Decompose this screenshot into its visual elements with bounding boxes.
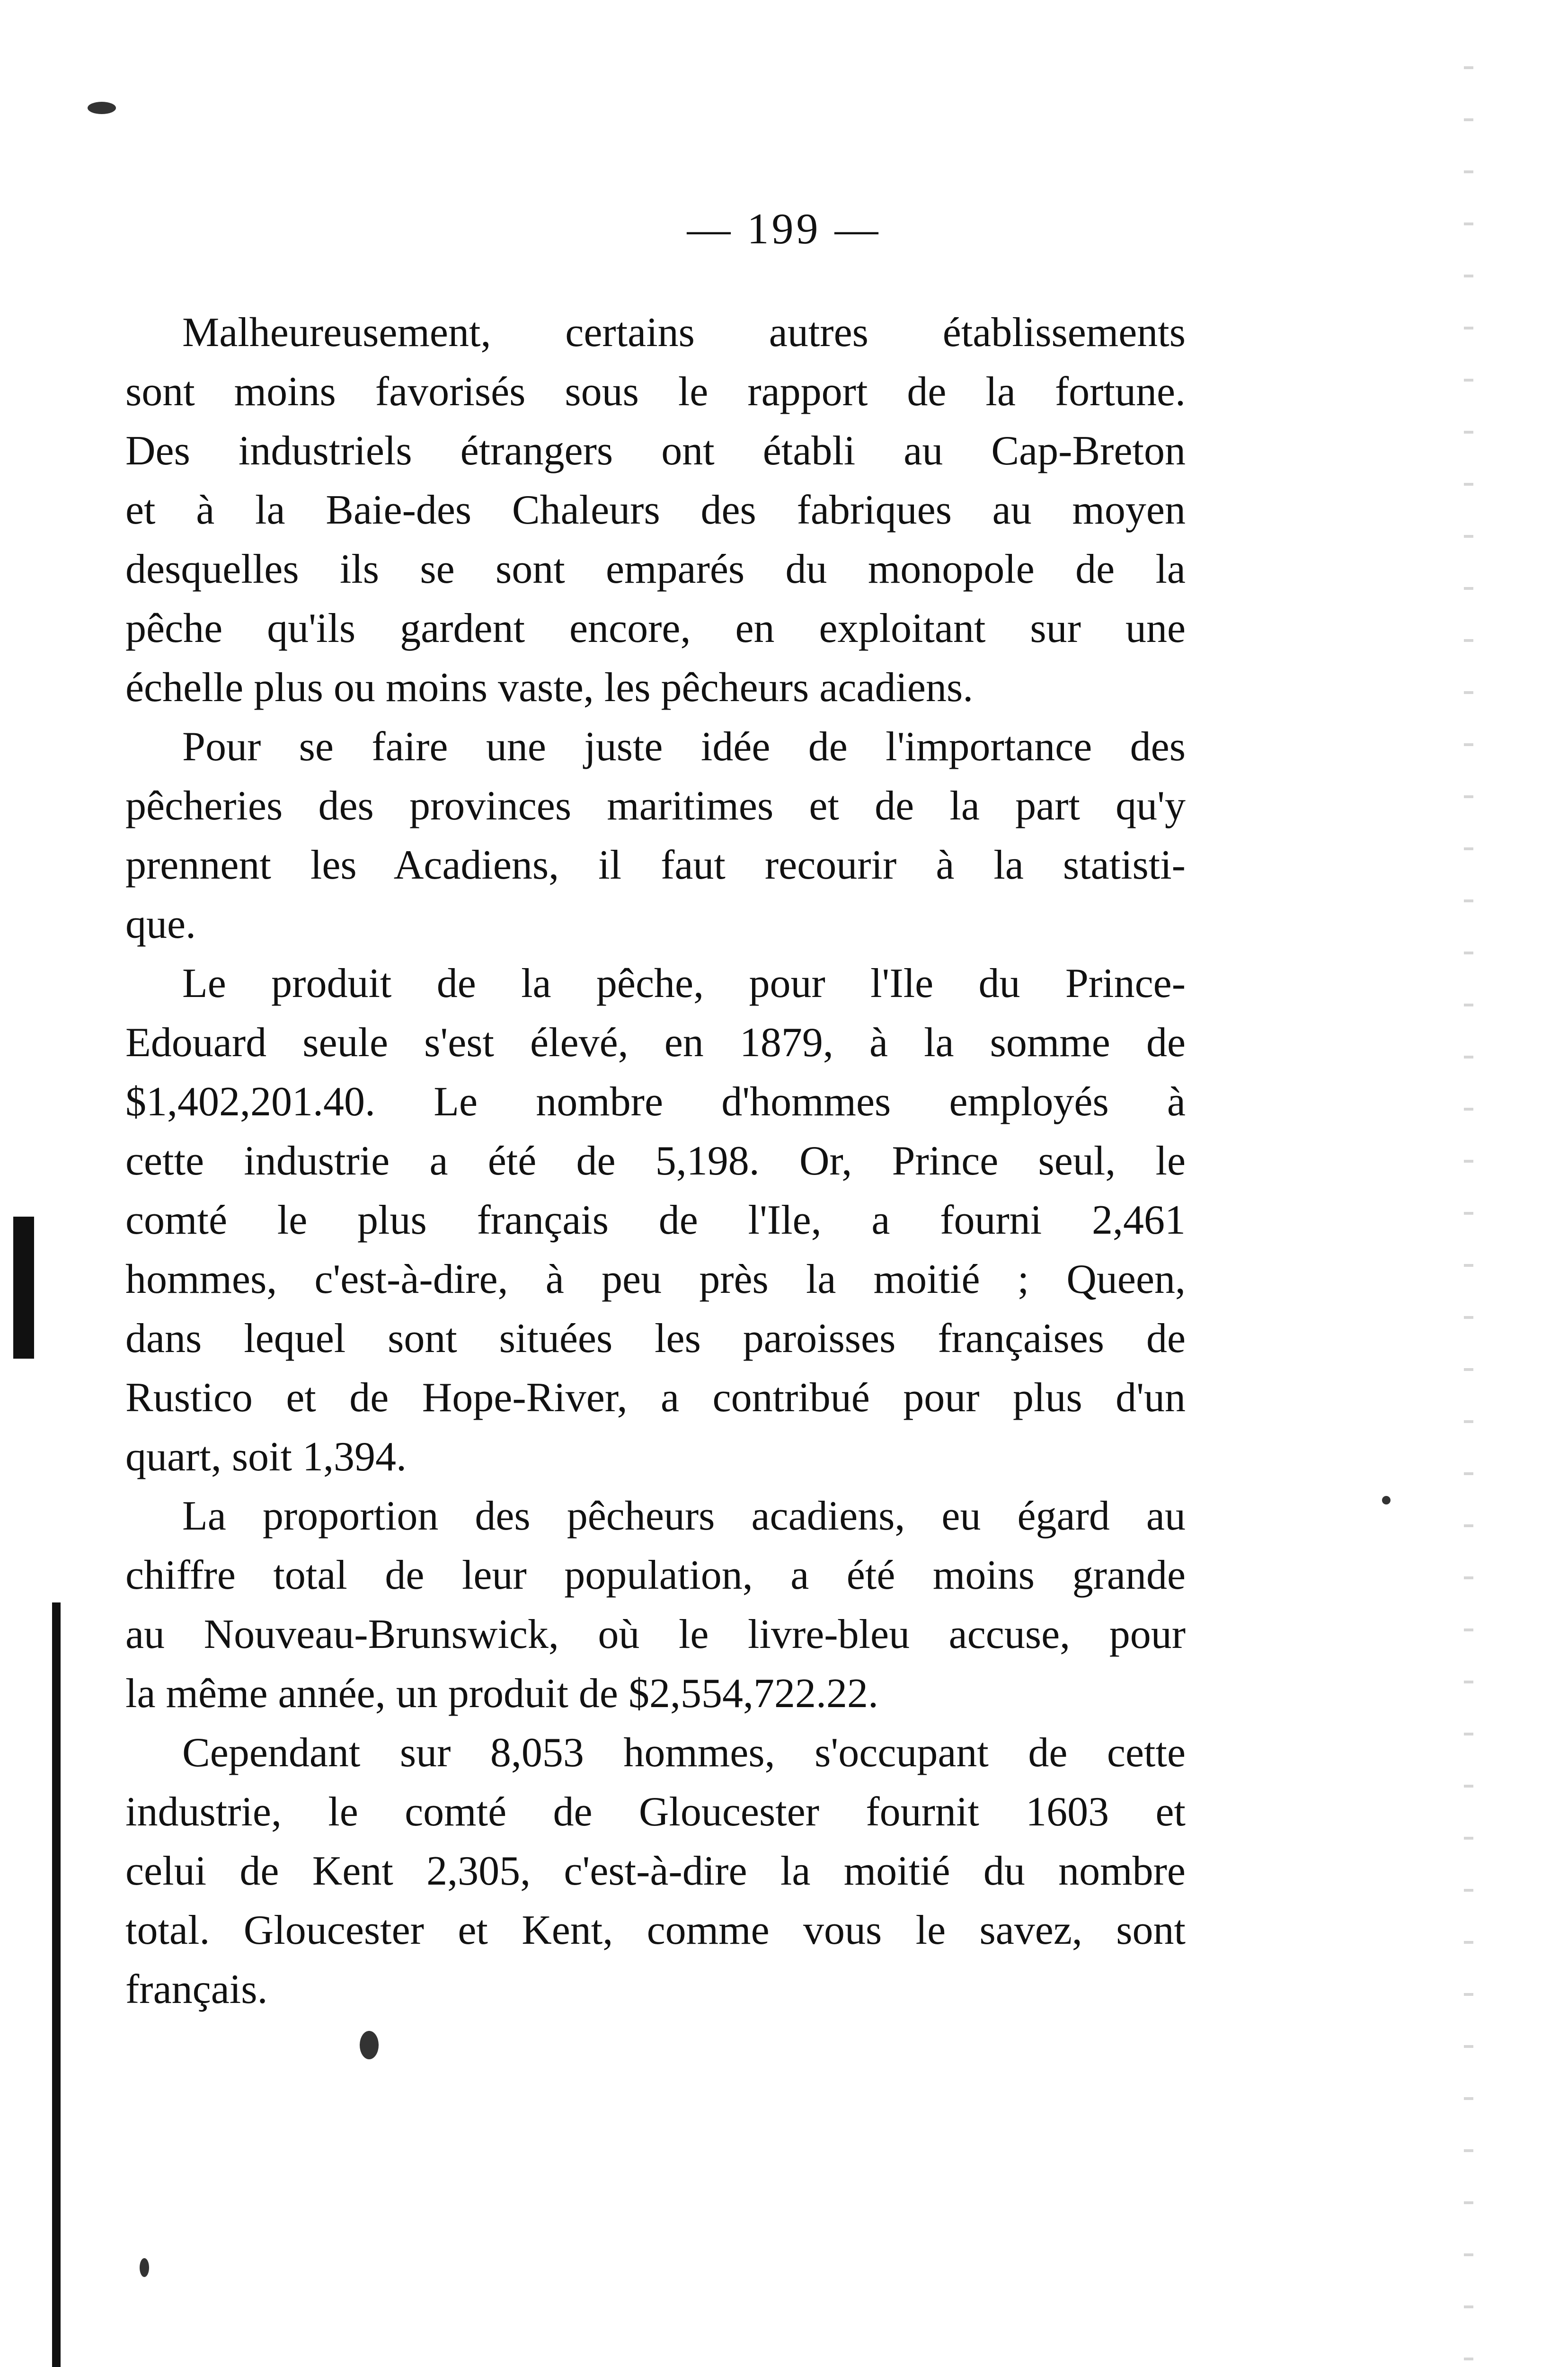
- text-line: $1,402,201.40. Le nombre d'hommes employés à: [125, 1079, 1186, 1125]
- text-line: Rustico et de Hope-River, a contribué pour plus d'un: [125, 1375, 1186, 1421]
- text-line: échelle plus ou moins vaste, les pêcheurs acadiens.: [125, 665, 974, 711]
- text-line: quart, soit 1,394.: [125, 1434, 407, 1480]
- text-line: chiffre total de leur population, a été moins grande: [125, 1552, 1186, 1598]
- text-line: Le produit de la pêche, pour l'Ile du Prince-: [182, 961, 1186, 1006]
- text-line: au Nouveau-Brunswick, où le livre-bleu accuse, pour: [125, 1611, 1186, 1657]
- text-line: industrie, le comté de Gloucester fournit 1603 et: [125, 1789, 1186, 1835]
- body-text: [125, 303, 1186, 2019]
- text-line: dans lequel sont situées les paroisses françaises de: [125, 1316, 1186, 1361]
- page-number: — 199 —: [687, 205, 881, 253]
- text-line: Des industriels étrangers ont établi au Cap-Breton: [125, 428, 1186, 474]
- scan-speck: [1382, 1496, 1391, 1504]
- text-line: pêcheries des provinces maritimes et de la part qu'y: [125, 783, 1186, 829]
- scan-margin-bar: [52, 1602, 61, 2367]
- text-line: Pour se faire une juste idée de l'importance des: [182, 724, 1186, 770]
- text-line: Malheureusement, certains autres établissements: [182, 310, 1186, 356]
- text-line: total. Gloucester et Kent, comme vous le savez, sont: [125, 1907, 1186, 1953]
- text-line: sont moins favorisés sous le rapport de la fortune.: [125, 369, 1186, 415]
- text-line: pêche qu'ils gardent encore, en exploitant sur une: [125, 605, 1186, 651]
- text-line: français.: [125, 1967, 268, 2012]
- text-line: La proportion des pêcheurs acadiens, eu égard au: [182, 1493, 1186, 1539]
- text-line: hommes, c'est-à-dire, à peu près la moitié ; Queen,: [125, 1256, 1186, 1302]
- text-line: que.: [125, 901, 196, 947]
- text-line: Cependant sur 8,053 hommes, s'occupant de cette: [182, 1730, 1186, 1776]
- text-line: la même année, un produit de $2,554,722.22.: [125, 1671, 878, 1717]
- text-line: prennent les Acadiens, il faut recourir à la statisti-: [125, 842, 1186, 888]
- scan-margin-noise: [1464, 47, 1473, 2367]
- text-line: comté le plus français de l'Ile, a fourni 2,461: [125, 1197, 1186, 1243]
- text-line: cette industrie a été de 5,198. Or, Prince seul, le: [125, 1138, 1186, 1184]
- scan-speck: [140, 2258, 149, 2277]
- text-line: celui de Kent 2,305, c'est-à-dire la moitié du nombre: [125, 1848, 1186, 1894]
- scan-speck: [88, 102, 116, 114]
- text-line: et à la Baie-des Chaleurs des fabriques au moyen: [125, 487, 1186, 533]
- scan-margin-bar: [13, 1217, 34, 1359]
- text-line: desquelles ils se sont emparés du monopole de la: [125, 546, 1186, 592]
- scan-speck: [360, 2031, 379, 2059]
- text-line: Edouard seule s'est élevé, en 1879, à la somme de: [125, 1020, 1186, 1066]
